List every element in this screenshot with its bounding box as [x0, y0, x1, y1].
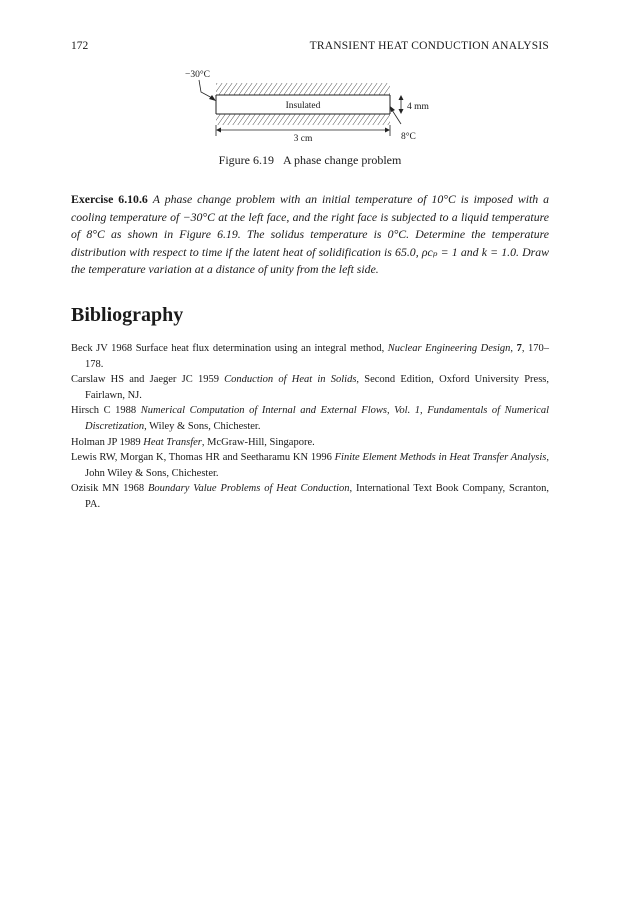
reference-item — [71, 372, 549, 403]
ref-title: Numerical Computation of Internal and External Flows, Vol. 1, Fundamentals of Numerical Discretization — [85, 405, 549, 432]
left-temp-label: −30°C — [185, 70, 210, 80]
reference-item — [71, 481, 549, 512]
ref-title: Heat Transfer — [143, 436, 202, 448]
right-temp-label: 8°C — [401, 132, 416, 142]
ref-title: Boundary Value Problems of Heat Conduction — [147, 483, 350, 495]
figure-caption-text: A phase change problem — [283, 153, 402, 167]
reference-item — [71, 403, 549, 434]
ref-title: Finite Element Methods in Heat Transfer Analysis — [334, 452, 547, 464]
figure-number: Figure 6.19 — [218, 153, 275, 167]
insulated-label: Insulated — [285, 101, 321, 111]
ref-authors: Beck JV 1968 Surface heat flux determination using an integral method, — [71, 343, 388, 354]
ref-details: , McGraw-Hill, Singapore. — [201, 436, 315, 448]
ref-volume: 7 — [516, 343, 522, 354]
phase-change-figure — [0, 0, 619, 150]
reference-item — [71, 341, 549, 372]
length-label: 3 cm — [293, 134, 313, 144]
ref-title: Nuclear Engineering Design — [387, 343, 511, 354]
running-title: TRANSIENT HEAT CONDUCTION ANALYSIS — [309, 40, 549, 52]
thickness-arrow-down — [399, 109, 404, 114]
figure-caption — [71, 153, 549, 168]
ref-details: , International Text Book Company, Scranton, PA. — [85, 483, 549, 510]
length-arrow-left — [216, 128, 221, 133]
length-arrow-right — [385, 128, 390, 133]
reference-item — [71, 450, 549, 481]
ref-authors: Ozisik MN 1968 — [71, 483, 148, 495]
bottom-insulation-hatch — [216, 114, 390, 125]
reference-list — [71, 341, 549, 513]
left-temp-arrowhead — [209, 95, 216, 101]
ref-details: , Wiley & Sons, Chichester. — [144, 420, 261, 432]
thickness-label: 4 mm — [407, 102, 429, 112]
ref-details: , Second Edition, Oxford University Press, Fairlawn, NJ. — [85, 374, 549, 401]
ref-authors: Hirsch C 1988 — [71, 405, 141, 417]
exercise-text: A phase change problem with an initial temperature of 10°C is imposed with a cooling temperature of −30°C at the left face, and the right face is subjected to a liquid temperature of 8°C as shown in Figure 6.19. The solidus temperature is 0°C. Determine the temperature distribution with respect to time if the latent heat of solidification is 65.0, ρcₚ = 1 and k = 1.0. Draw the temperature variation at a distance of unity from the left side. — [71, 192, 550, 276]
page-number: 172 — [71, 40, 89, 52]
ref-sep: , — [510, 343, 517, 354]
ref-details: , 170–178. — [85, 343, 550, 370]
ref-authors: Holman JP 1989 — [71, 436, 144, 448]
right-temp-leader — [392, 110, 401, 124]
reference-item — [71, 435, 549, 451]
right-temp-arrowhead — [390, 106, 395, 112]
exercise-block — [71, 191, 549, 279]
thickness-arrow-up — [399, 95, 404, 100]
bibliography-heading: Bibliography — [71, 304, 184, 326]
ref-title: Conduction of Heat in Solids — [224, 374, 357, 386]
top-insulation-hatch — [216, 83, 390, 95]
ref-authors: Carslaw HS and Jaeger JC 1959 — [71, 374, 225, 386]
ref-details: , John Wiley & Sons, Chichester. — [85, 452, 549, 479]
ref-authors: Lewis RW, Morgan K, Thomas HR and Seetharamu KN 1996 — [71, 452, 335, 464]
exercise-label: Exercise 6.10.6 — [71, 192, 148, 206]
